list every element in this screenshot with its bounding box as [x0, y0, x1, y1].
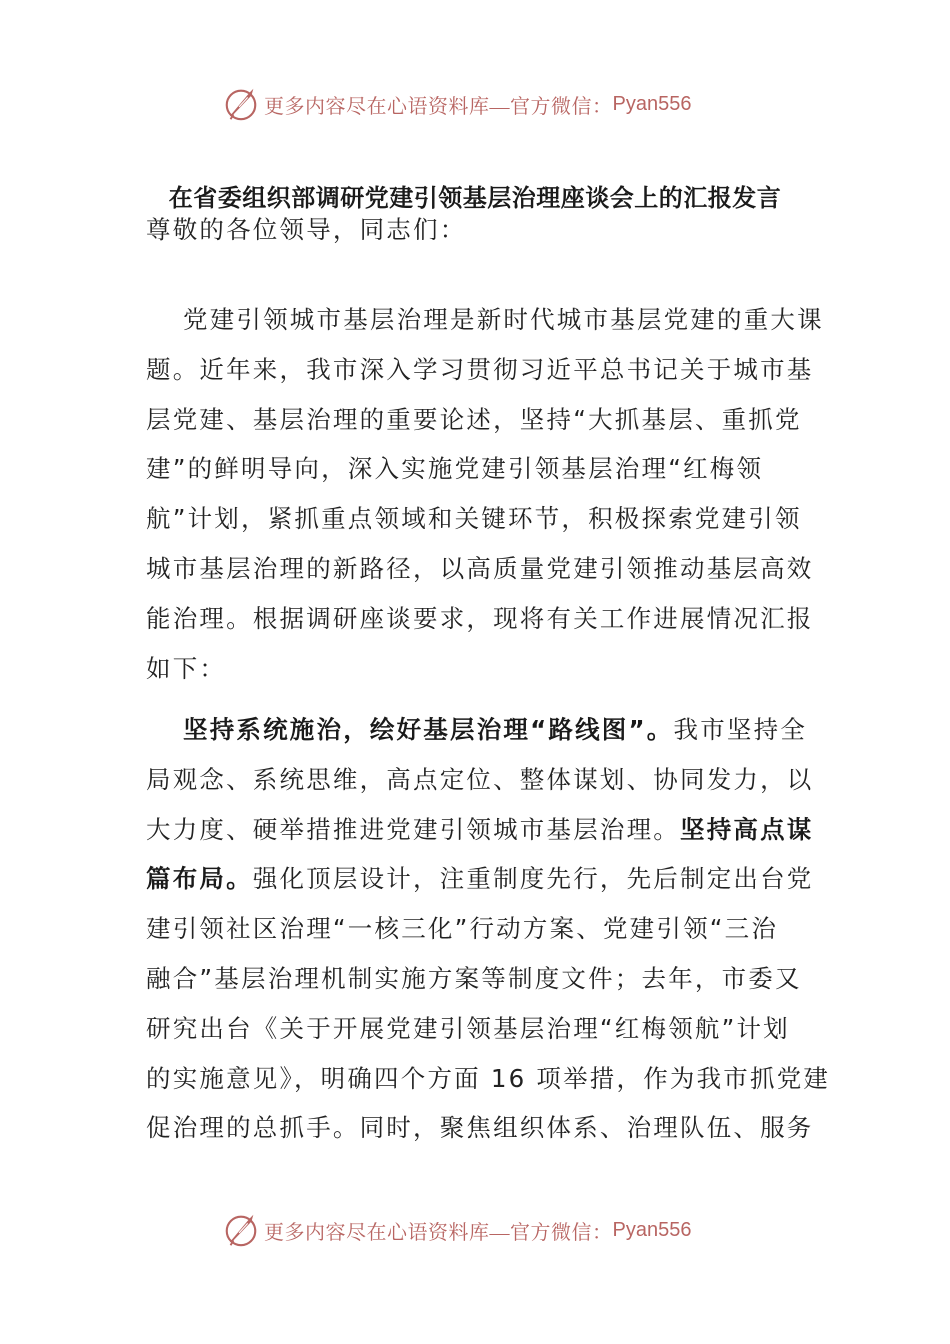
quill-pen-circle-icon [222, 85, 260, 123]
salutation-line: 尊敬的各位领导，同志们： [146, 215, 467, 244]
text-line: 城市基层治理的新路径，以高质量党建引领推动基层高效 [146, 553, 814, 583]
text-line: 如下： [146, 653, 227, 683]
watermark-wechat-id: Pyan556 [612, 92, 692, 115]
text-fragment: 我市坚持全 [673, 715, 808, 744]
paragraph-system-governance [146, 705, 831, 1153]
subheading-fragment: 篇布局。 [146, 864, 253, 894]
document-title: 在省委组织部调研党建引领基层治理座谈会上的汇报发言 [168, 184, 782, 212]
text-line: 党建引领城市基层治理是新时代城市基层党建的重大课 [183, 305, 824, 334]
text-line: 航”计划，紧抓重点领域和关键环节，积极探索党建引领 [146, 504, 802, 534]
text-line [146, 854, 814, 904]
text-fragment: 大力度、硬举措推进党建引领城市基层治理。 [146, 814, 680, 844]
text-line [146, 805, 814, 855]
text-fragment: 强化顶层设计，注重制度先行，先后制定出台党 [252, 864, 814, 894]
text-line: 促治理的总抓手。同时，聚焦组织体系、治理队伍、服务 [146, 1113, 814, 1143]
text-line: 融合”基层治理机制实施方案等制度文件；去年，市委又 [146, 963, 802, 993]
watermark-banner-bottom [222, 1210, 742, 1250]
subheading-fragment: 坚持高点谋 [680, 814, 814, 844]
text-line [146, 705, 806, 755]
text-line: 层党建、基层治理的重要论述，坚持“大抓基层、重抓党 [146, 404, 802, 434]
text-line: 局观念、系统思维，高点定位、整体谋划、协同发力，以 [146, 764, 814, 794]
watermark-text: 更多内容尽在心语资料库—官方微信： [264, 1221, 613, 1244]
text-line: 研究出台《关于开展党建引领基层治理“红梅领航”计划 [146, 1013, 790, 1043]
watermark-banner-top [222, 84, 742, 124]
section-heading: 坚持系统施治，绘好基层治理“路线图”。 [183, 715, 674, 744]
salutation [146, 205, 806, 255]
watermark-text: 更多内容尽在心语资料库—官方微信： [264, 95, 613, 118]
quill-pen-circle-icon [222, 1211, 260, 1249]
text-line: 题。近年来，我市深入学习贯彻习近平总书记关于城市基 [146, 354, 814, 384]
text-line: 能治理。根据调研座谈要求，现将有关工作进展情况汇报 [146, 603, 814, 633]
text-line: 建引领社区治理“一核三化”行动方案、党建引领“三治 [146, 914, 779, 944]
watermark-wechat-id: Pyan556 [612, 1218, 692, 1241]
text-line: 的实施意见》，明确四个方面 16 项举措，作为我市抓党建 [146, 1063, 831, 1093]
paragraph-intro [146, 295, 824, 693]
text-line: 建”的鲜明导向，深入实施党建引领基层治理“红梅领 [146, 454, 764, 484]
